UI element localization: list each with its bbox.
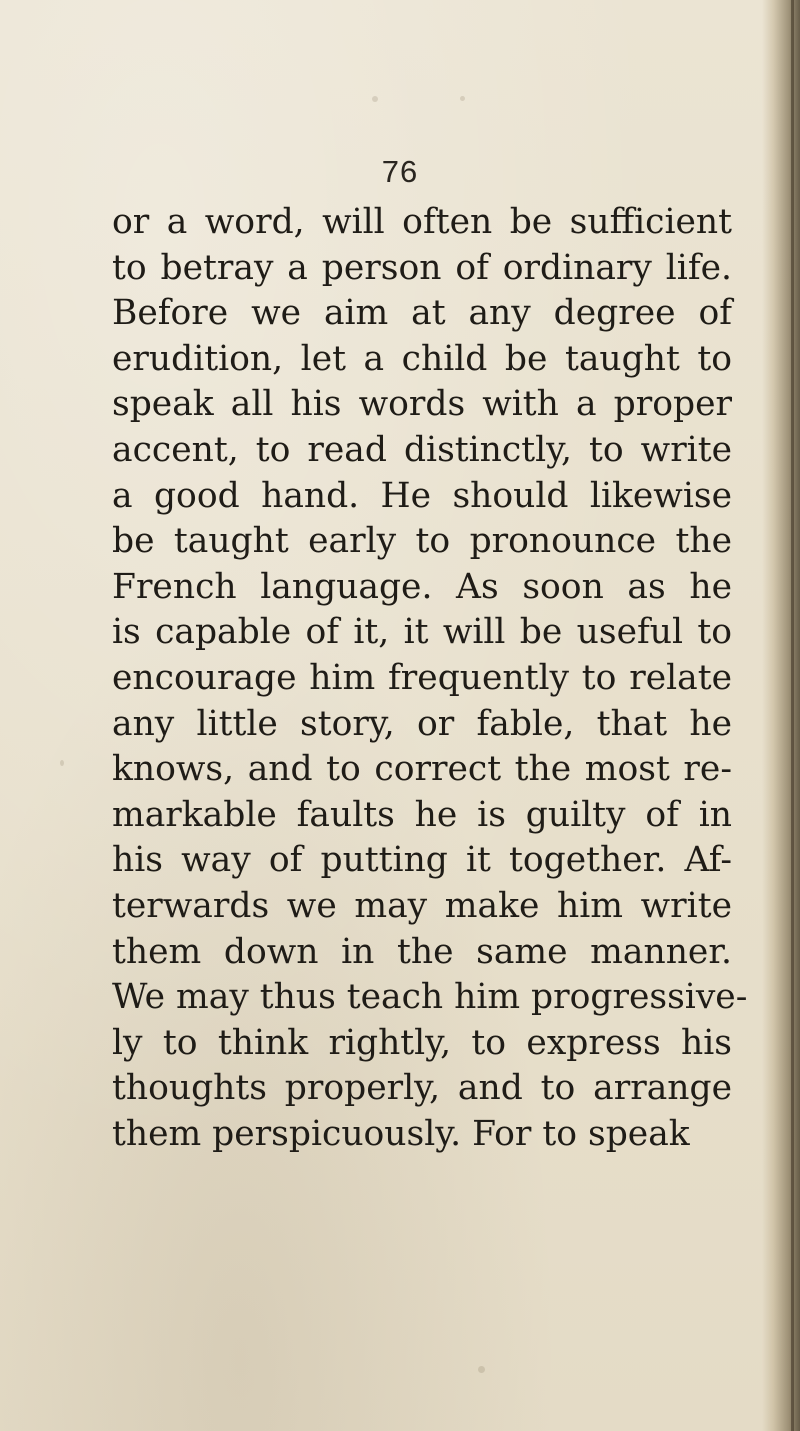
text-line: any little story, or fable, that he (112, 703, 732, 744)
text-line: thoughts properly, and to arrange (112, 1068, 732, 1109)
text-line: markable faults he is guilty of in (112, 794, 732, 835)
text-line: or a word, will often be sufficient (112, 202, 732, 242)
text-line: erudition, let a child be taught to (112, 338, 732, 379)
text-line: be taught early to pronounce the (112, 521, 732, 562)
page-edge-line (791, 0, 794, 1431)
page-body-text (112, 200, 748, 1157)
text-line: accent, to read distinctly, to write (112, 429, 732, 470)
text-line: knows, and to correct the most re- (112, 749, 732, 790)
page-edge-shadow (762, 0, 800, 1431)
text-line: them down in the same manner. (112, 931, 732, 972)
page-number: 76 (381, 154, 419, 189)
text-line: to betray a person of ordinary life. (112, 247, 732, 288)
text-line: terwards we may make him write (112, 885, 732, 926)
paper-spot (460, 96, 465, 101)
text-line: Before we aim at any degree of (112, 293, 732, 334)
text-line: ly to think rightly, to express his (112, 1022, 732, 1063)
paper-spot (372, 96, 378, 102)
text-line: is capable of it, it will be useful to (112, 612, 732, 653)
text-line: encourage him frequently to relate (112, 657, 732, 698)
text-line: We may thus teach him progressive- (112, 977, 748, 1018)
text-line: French language. As soon as he (112, 566, 732, 607)
text-line: speak all his words with a proper (112, 384, 732, 425)
paper-spot (60, 760, 64, 766)
text-line: them perspicuously. For to speak (112, 1113, 690, 1154)
text-line: his way of putting it together. Af- (112, 840, 732, 881)
paper-spot (478, 1366, 485, 1373)
text-line: a good hand. He should likewise (112, 475, 732, 516)
